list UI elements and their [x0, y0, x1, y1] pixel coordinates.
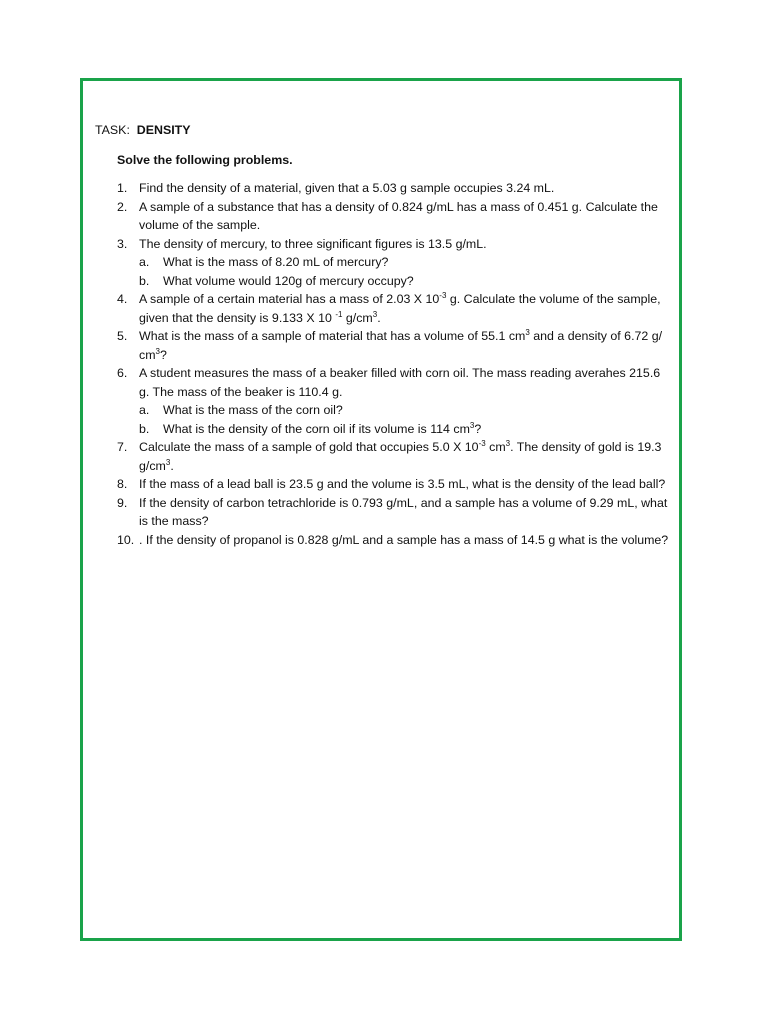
problem-number: 9. [117, 495, 128, 510]
problem-text: Find the density of a material, given that a 5.03 g sample occupies 3.24 mL. [139, 181, 555, 195]
problem-6 [95, 364, 669, 438]
task-label: TASK: [95, 123, 130, 137]
exponent: 3 [155, 346, 160, 356]
subquestion-letter: a. [139, 403, 150, 417]
problem-text: What is the mass of a sample of material that has a volume of 55.1 $cm^3$ and a density of 6.72 g/ $cm^3$? [139, 328, 663, 362]
problem-5 [95, 327, 669, 364]
instructions: Solve the following problems. [117, 152, 293, 167]
problem-10 [95, 531, 669, 550]
subquestion-3a [139, 253, 669, 272]
problem-number: 6. [117, 366, 128, 380]
problem-text: If the density of carbon tetrachloride is 0.793 g/mL, and a sample has a volume of 9.29 mL, what is the mass? [139, 495, 668, 528]
subquestion-list [139, 401, 669, 438]
problem-7 [95, 438, 669, 475]
exponent: 3 [469, 420, 475, 430]
subquestion-text: What is the mass of the corn oil? [163, 403, 343, 417]
problem-text: Calculate the mass of a sample of gold that occupies 5.0 X $10^{-3}$ $cm^3$. The density of gold is 19.3 $g/cm^3$. [139, 439, 662, 473]
subquestion-6a [139, 401, 669, 420]
subquestion-6b [139, 420, 669, 439]
subquestion-text: What is the density of the corn oil if its volume is 114 $cm^3$? [163, 420, 482, 436]
worksheet-content [95, 121, 669, 549]
task-heading [95, 121, 669, 140]
subquestion-letter: a. [139, 255, 150, 269]
exponent: 3 [372, 309, 378, 319]
problem-1 [95, 179, 669, 198]
problem-2 [95, 198, 669, 235]
problem-text: If the mass of a lead ball is 23.5 g and the volume is 3.5 mL, what is the density of the lead ball? [139, 477, 666, 491]
subquestion-list [139, 253, 669, 290]
problem-8 [95, 475, 669, 494]
problem-4 [95, 290, 669, 327]
exponent: 3 [505, 439, 511, 448]
exponent: -3 [439, 291, 447, 300]
problem-3 [95, 235, 669, 291]
exponent: 3 [525, 328, 530, 337]
problem-number: 3. [117, 236, 128, 251]
subquestion-text: What is the mass of 8.20 mL of mercury? [163, 255, 389, 269]
problem-number: 8. [117, 477, 128, 491]
problem-text: . If the density of propanol is 0.828 g/mL and a sample has a mass of 14.5 g what is the volume? [139, 532, 669, 547]
exponent: -3 [478, 439, 486, 448]
worksheet-border [80, 78, 682, 941]
exponent: 3 [165, 457, 171, 467]
problem-text: The density of mercury, to three significant figures is 13.5 g/mL. [139, 236, 487, 251]
problem-number: 1. [117, 181, 128, 195]
problem-text: A sample of a substance that has a density of 0.824 g/mL has a mass of 0.451 g. Calculate the volume of the sample. [139, 199, 658, 232]
problem-text: A sample of a certain material has a mass of 2.03 X $10^{-3}$ g. Calculate the volume of the sample, given that the density is 9.133 X 10 $^{-1}$ $g/cm^3$. [139, 291, 661, 325]
problem-number: 4. [117, 292, 128, 306]
problem-number: 7. [117, 440, 128, 454]
subquestion-text: What volume would 120g of mercury occupy? [163, 273, 414, 288]
exponent: -1 [335, 309, 343, 319]
problem-text: A student measures the mass of a beaker filled with corn oil. The mass reading averahes 215.6 g. The mass of the beaker is 110.4 g. [139, 366, 661, 399]
problem-list [95, 179, 669, 549]
problem-number: 10. [117, 532, 135, 547]
subquestion-letter: b. [139, 421, 150, 436]
subquestion-letter: b. [139, 273, 150, 288]
problem-9 [95, 494, 669, 531]
problem-number: 5. [117, 329, 128, 343]
subquestion-3b [139, 272, 669, 291]
task-title: DENSITY [136, 123, 191, 137]
problem-number: 2. [117, 199, 128, 214]
